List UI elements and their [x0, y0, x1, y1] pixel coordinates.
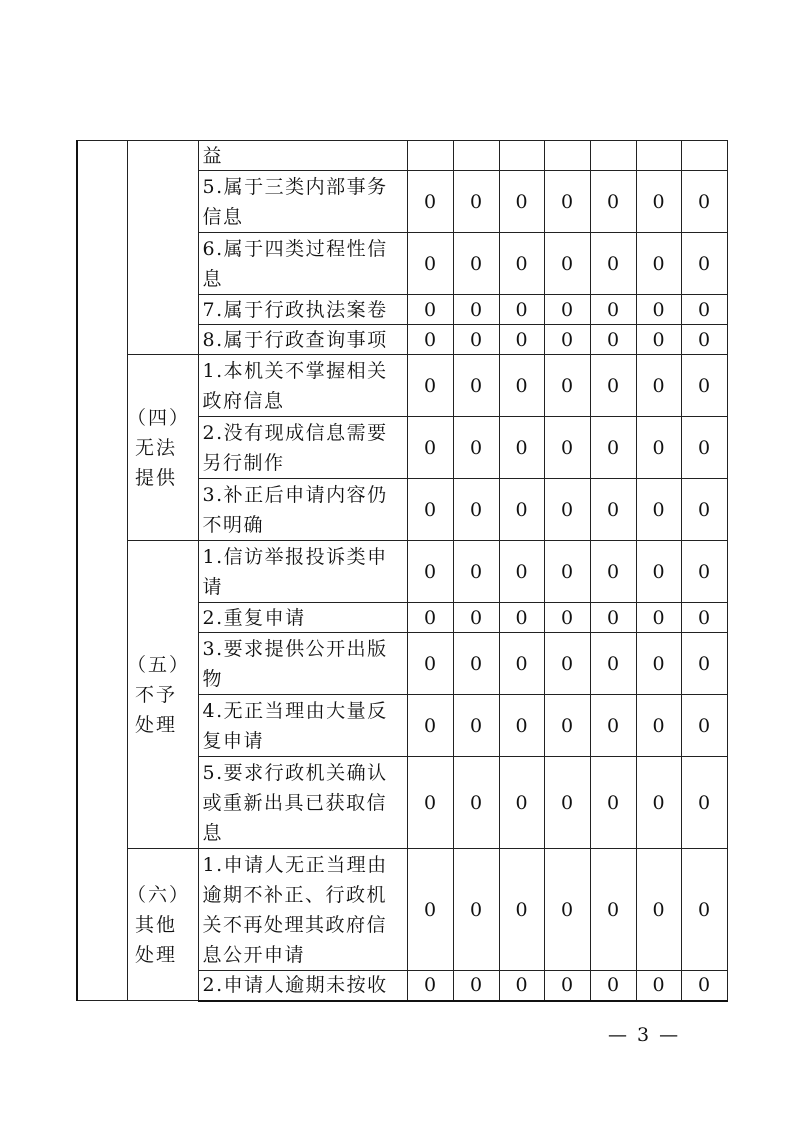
row-label [198, 233, 407, 295]
outer-category-cell [77, 141, 127, 1001]
row-label-line: 另行制作 [202, 451, 285, 474]
value-cell: 0 [544, 171, 590, 233]
group-name-cell [127, 541, 198, 849]
row-label-line: 8.属于行政查询事项 [202, 328, 388, 351]
statistics-table [76, 140, 728, 1002]
value-cell: 0 [407, 295, 453, 325]
value-cell: 0 [636, 417, 681, 479]
value-cell: 0 [544, 757, 590, 849]
value-cell: 0 [636, 971, 681, 1001]
value-cell: 0 [407, 541, 453, 603]
row-label-line: 3.补正后申请内容仍 [202, 483, 388, 506]
value-cell: 0 [407, 849, 453, 971]
table-row [77, 141, 727, 171]
row-label-line: 5.要求行政机关确认 [202, 761, 388, 784]
value-cell: 0 [681, 417, 727, 479]
value-cell: 0 [590, 849, 636, 971]
row-label [198, 603, 407, 633]
value-cell: 0 [453, 355, 499, 417]
value-cell: 0 [636, 541, 681, 603]
value-cell: 0 [499, 325, 544, 355]
row-label-line: 逾期不补正、行政机 [202, 883, 388, 906]
value-cell: 0 [681, 541, 727, 603]
value-cell: 0 [453, 479, 499, 541]
value-cell: 0 [407, 695, 453, 757]
value-cell: 0 [681, 849, 727, 971]
row-label-line: 息 [202, 821, 224, 844]
value-cell: 0 [544, 541, 590, 603]
value-cell: 0 [453, 295, 499, 325]
group-name-line: 处理 [134, 713, 177, 736]
row-label-line: 关不再处理其政府信 [202, 913, 388, 936]
value-cell: 0 [453, 633, 499, 695]
row-label-line: 7.属于行政执法案卷 [202, 298, 388, 321]
row-label [198, 171, 407, 233]
value-cell: 0 [681, 757, 727, 849]
value-cell: 0 [590, 541, 636, 603]
value-cell: 0 [636, 633, 681, 695]
value-cell: 0 [681, 603, 727, 633]
value-cell: 0 [681, 171, 727, 233]
value-cell: 0 [636, 695, 681, 757]
value-cell: 0 [499, 233, 544, 295]
value-cell: 0 [544, 417, 590, 479]
row-label-line: 2.重复申请 [202, 606, 306, 629]
value-cell: 0 [499, 479, 544, 541]
value-cell: 0 [544, 325, 590, 355]
value-cell: 0 [499, 295, 544, 325]
value-cell: 0 [407, 633, 453, 695]
row-label-line: 复申请 [202, 729, 265, 752]
value-cell: 0 [453, 541, 499, 603]
group-name-line: 无法 [134, 436, 177, 459]
value-cell: 0 [590, 479, 636, 541]
group-name [126, 403, 190, 493]
value-cell: 0 [453, 233, 499, 295]
value-cell: 0 [636, 233, 681, 295]
row-label-line: 益 [202, 144, 224, 167]
value-cell: 0 [544, 849, 590, 971]
value-cell: 0 [499, 355, 544, 417]
value-cell: 0 [636, 295, 681, 325]
value-cell: 0 [636, 355, 681, 417]
group-name-line: 提供 [134, 466, 177, 489]
value-cell: 0 [407, 479, 453, 541]
value-cell: 0 [407, 171, 453, 233]
row-label-line: 5.属于三类内部事务 [202, 175, 388, 198]
value-cell: 0 [453, 417, 499, 479]
row-label [198, 971, 407, 1001]
value-cell: 0 [499, 633, 544, 695]
value-cell: 0 [453, 171, 499, 233]
row-label-line: 1.本机关不掌握相关 [202, 359, 388, 382]
group-name-line: 其他 [134, 913, 177, 936]
value-cell: 0 [544, 479, 590, 541]
value-cell: 0 [499, 695, 544, 757]
value-cell: 0 [681, 295, 727, 325]
value-cell: 0 [590, 633, 636, 695]
row-label [198, 757, 407, 849]
row-label [198, 417, 407, 479]
group-name-line: （四） [126, 406, 190, 429]
row-label [198, 325, 407, 355]
value-cell: 0 [681, 325, 727, 355]
value-cell: 0 [453, 757, 499, 849]
value-cell: 0 [681, 479, 727, 541]
value-cell: 0 [453, 695, 499, 757]
value-cell: 0 [453, 849, 499, 971]
row-label [198, 295, 407, 325]
row-label-line: 息 [202, 267, 224, 290]
value-cell: 0 [636, 849, 681, 971]
value-cell [636, 141, 681, 171]
value-cell: 0 [590, 603, 636, 633]
row-label [198, 695, 407, 757]
value-cell: 0 [453, 325, 499, 355]
value-cell: 0 [453, 971, 499, 1001]
row-label [198, 633, 407, 695]
value-cell: 0 [590, 233, 636, 295]
row-label [198, 479, 407, 541]
row-label-line: 不明确 [202, 513, 265, 536]
value-cell: 0 [681, 233, 727, 295]
value-cell: 0 [681, 355, 727, 417]
row-label-line: 3.要求提供公开出版 [202, 637, 388, 660]
group-name-line: （六） [126, 883, 190, 906]
value-cell: 0 [544, 355, 590, 417]
group-name-line: （五） [126, 653, 190, 676]
value-cell: 0 [407, 233, 453, 295]
value-cell: 0 [681, 695, 727, 757]
value-cell: 0 [544, 233, 590, 295]
row-label-line: 请 [202, 575, 224, 598]
value-cell: 0 [407, 971, 453, 1001]
row-label-line: 政府信息 [202, 389, 285, 412]
value-cell: 0 [407, 325, 453, 355]
value-cell: 0 [590, 355, 636, 417]
value-cell: 0 [499, 849, 544, 971]
row-label-line: 息公开申请 [202, 943, 306, 966]
value-cell: 0 [499, 603, 544, 633]
row-label-line: 2.申请人逾期未按收 [202, 974, 388, 997]
value-cell: 0 [590, 325, 636, 355]
row-label-line: 信息 [202, 205, 244, 228]
row-label-line: 或重新出具已获取信 [202, 791, 388, 814]
table-row [77, 849, 727, 971]
value-cell: 0 [453, 603, 499, 633]
value-cell [544, 141, 590, 171]
value-cell: 0 [544, 971, 590, 1001]
row-label-line: 1.申请人无正当理由 [202, 853, 388, 876]
value-cell: 0 [499, 757, 544, 849]
value-cell: 0 [590, 695, 636, 757]
value-cell [499, 141, 544, 171]
value-cell [681, 141, 727, 171]
group-name-line: 处理 [134, 943, 177, 966]
group-cell [127, 141, 198, 355]
value-cell: 0 [407, 603, 453, 633]
value-cell: 0 [499, 971, 544, 1001]
group-name-cell [127, 849, 198, 1001]
value-cell: 0 [681, 633, 727, 695]
value-cell: 0 [544, 603, 590, 633]
value-cell: 0 [590, 295, 636, 325]
value-cell: 0 [636, 603, 681, 633]
value-cell: 0 [499, 171, 544, 233]
row-label [198, 541, 407, 603]
value-cell [453, 141, 499, 171]
value-cell: 0 [636, 479, 681, 541]
value-cell: 0 [636, 171, 681, 233]
value-cell: 0 [681, 971, 727, 1001]
table-row [77, 541, 727, 603]
value-cell: 0 [499, 417, 544, 479]
row-label-line: 4.无正当理由大量反 [202, 699, 388, 722]
table-body [77, 141, 727, 1001]
group-name-line: 不予 [134, 683, 177, 706]
value-cell [407, 141, 453, 171]
value-cell: 0 [407, 417, 453, 479]
value-cell: 0 [544, 695, 590, 757]
value-cell: 0 [544, 633, 590, 695]
value-cell: 0 [636, 325, 681, 355]
value-cell: 0 [544, 295, 590, 325]
row-label-line: 1.信访举报投诉类申 [202, 545, 388, 568]
table-row [77, 355, 727, 417]
row-label-line: 6.属于四类过程性信 [202, 237, 388, 260]
value-cell: 0 [590, 171, 636, 233]
group-name [126, 650, 190, 740]
group-name [126, 880, 190, 970]
row-label [198, 849, 407, 971]
group-name-cell [127, 355, 198, 541]
value-cell: 0 [636, 757, 681, 849]
value-cell: 0 [499, 541, 544, 603]
value-cell: 0 [590, 417, 636, 479]
value-cell [590, 141, 636, 171]
row-label [198, 355, 407, 417]
value-cell: 0 [407, 355, 453, 417]
row-label-line: 2.没有现成信息需要 [202, 421, 388, 444]
value-cell: 0 [407, 757, 453, 849]
value-cell: 0 [590, 971, 636, 1001]
value-cell: 0 [590, 757, 636, 849]
row-label-line: 物 [202, 667, 224, 690]
page-number: — 3 — [608, 1024, 681, 1046]
row-label [198, 141, 407, 171]
